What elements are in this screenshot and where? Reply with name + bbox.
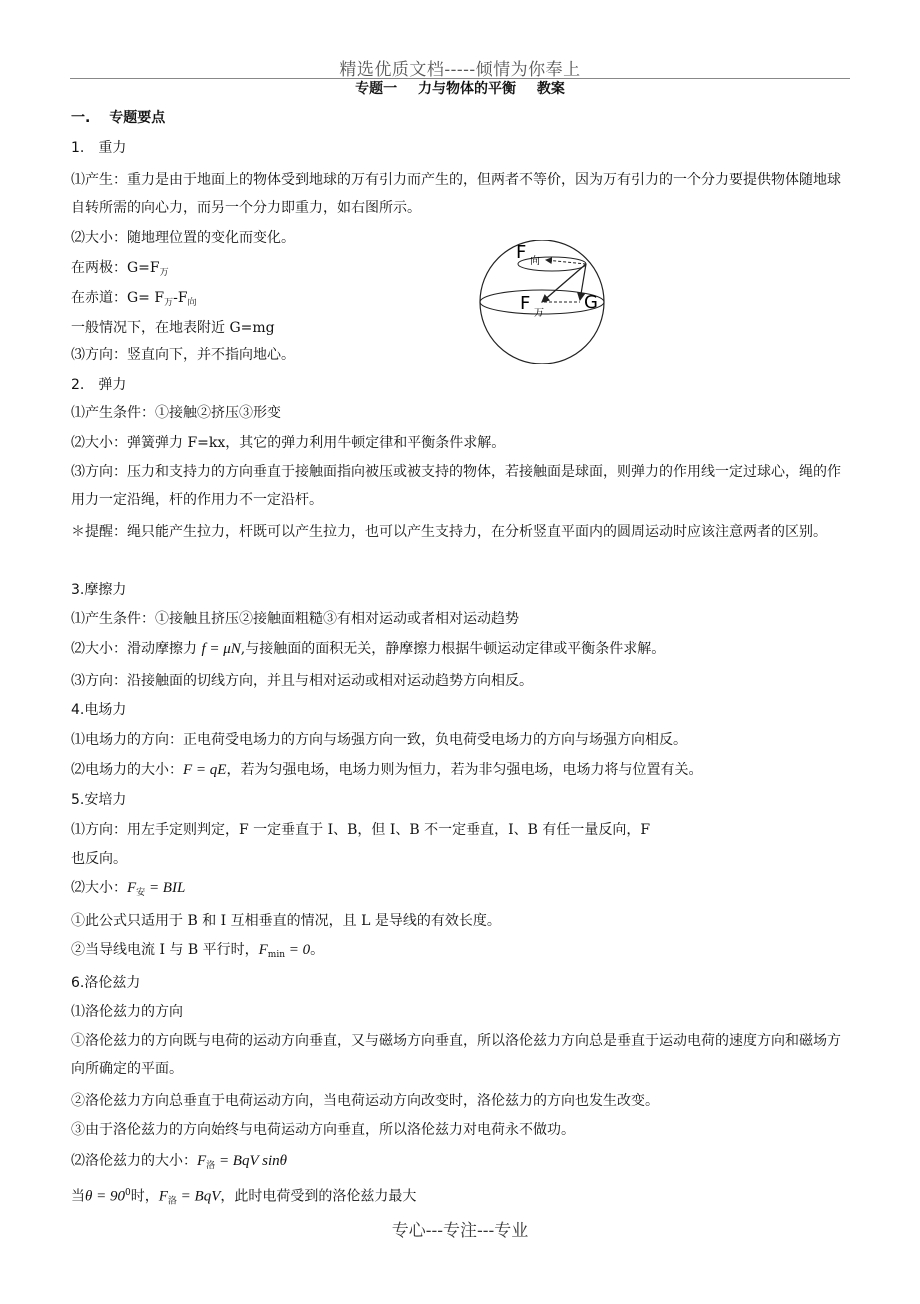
section-heading: 一. 专题要点 bbox=[71, 110, 166, 126]
lorentz-p6-post: ，此时电荷受到的洛伦兹力最大 bbox=[220, 1188, 417, 1205]
f-sub-bottom: 万 bbox=[534, 308, 544, 319]
poles-sub: 万 bbox=[159, 268, 169, 278]
electric-formula: F = qE bbox=[183, 762, 227, 778]
electric-heading: 4.电场力 bbox=[71, 702, 127, 718]
earth-force-diagram bbox=[472, 240, 612, 364]
lorentz-heading: 6.洛伦兹力 bbox=[71, 975, 141, 991]
lorentz-p5 bbox=[71, 1151, 287, 1176]
lorentz-p6-theta: θ = 90 bbox=[85, 1188, 125, 1205]
title-part3: 教案 bbox=[536, 81, 565, 97]
friction-heading: 3.摩擦力 bbox=[71, 582, 127, 598]
friction-p2-post: ,与接触面的面积无关，静摩擦力根据牛顿运动定律或平衡条件求解。 bbox=[240, 641, 666, 657]
lorentz-p6-sub: 洛 bbox=[167, 1196, 177, 1207]
ampere-p4-sub: min bbox=[267, 950, 286, 960]
equator-mid: -F bbox=[173, 290, 188, 306]
elastic-heading: 2. 弹力 bbox=[71, 377, 127, 393]
ampere-p1: ⑴方向：用左手定则判定，F 一定垂直于 I、B，但 I、B 不一定垂直，I、B 有任一量反向，F bbox=[71, 822, 651, 838]
equator-sub2: 向 bbox=[187, 298, 197, 308]
f-wan-arrow bbox=[542, 264, 586, 302]
lorentz-p3: ②洛伦兹力方向总垂直于电荷运动方向，当电荷运动方向改变时，洛伦兹力的方向也发生改变。 bbox=[71, 1093, 659, 1109]
friction-p3: ⑶方向：沿接触面的切线方向，并且与相对运动或相对运动趋势方向相反。 bbox=[71, 673, 533, 689]
gravity-p1: ⑴产生：重力是由于地面上的物体受到地球的万有引力而产生的，但两者不等价，因为万有引力的一个分力要提供物体随地球自转所需的向心力，而另一个分力即重力，如右图所示。 bbox=[71, 172, 841, 216]
f-label-bottom: F bbox=[520, 293, 531, 314]
electric-p1: ⑴电场力的方向：正电荷受电场力的方向与场强方向一致，负电荷受电场力的方向与场强方向相反。 bbox=[71, 732, 687, 748]
ampere-p1b: 也反向。 bbox=[71, 851, 127, 867]
ampere-p2 bbox=[71, 878, 185, 903]
ampere-p3: ①此公式只适用于 B 和 I 互相垂直的情况，且 L 是导线的有效长度。 bbox=[71, 913, 501, 929]
ampere-heading: 5.安培力 bbox=[71, 792, 127, 808]
page-title bbox=[0, 78, 920, 98]
lorentz-p5-F: F bbox=[197, 1153, 207, 1169]
friction-p2-pre: ⑵大小：滑动摩擦力 bbox=[71, 641, 197, 657]
lorentz-p6-F: F bbox=[158, 1188, 168, 1205]
elastic-p1: ⑴产生条件：①接触②挤压③形变 bbox=[71, 405, 281, 421]
gravity-p3: ⑶方向：竖直向下，并不指向地心。 bbox=[71, 347, 295, 363]
title-part1: 专题一 bbox=[355, 81, 398, 97]
friction-p2 bbox=[71, 639, 665, 659]
elastic-p2: ⑵大小：弹簧弹力 F=kx，其它的弹力利用牛顿定律和平衡条件求解。 bbox=[71, 435, 506, 451]
friction-formula: f = μN bbox=[201, 641, 241, 657]
ampere-p4-end: 。 bbox=[310, 942, 325, 958]
lorentz-p6-pre: 当 bbox=[71, 1188, 85, 1205]
gravity-p2: ⑵大小：随地理位置的变化而变化。 bbox=[71, 230, 295, 246]
lorentz-p5-rest: = BqV sinθ bbox=[215, 1153, 287, 1169]
ampere-p4-rest: = 0 bbox=[285, 942, 311, 958]
gravity-equator bbox=[71, 288, 197, 313]
gravity-heading: 1. 重力 bbox=[71, 140, 127, 156]
ampere-F: F bbox=[127, 880, 137, 896]
ampere-p4-F: F bbox=[258, 942, 268, 958]
lorentz-p6-mid: 时， bbox=[130, 1188, 159, 1205]
elastic-p4: ＊提醒：绳只能产生拉力，杆既可以产生拉力，也可以产生支持力，在分析竖直平面内的圆周运动时应该注意两者的区别。 bbox=[71, 524, 827, 540]
f-sub-top: 向 bbox=[530, 256, 540, 267]
ampere-p4 bbox=[71, 940, 324, 965]
lorentz-p5-sub: 洛 bbox=[206, 1161, 216, 1171]
ampere-p4-pre: ②当导线电流 I 与 B 平行时， bbox=[71, 942, 259, 958]
g-label: G bbox=[584, 292, 598, 313]
electric-p2-post: ，若为匀强电场，电场力则为恒力，若为非匀强电场，电场力将与位置有关。 bbox=[226, 762, 703, 778]
ampere-sub: 安 bbox=[136, 888, 146, 898]
lorentz-p2: ①洛伦兹力的方向既与电荷的运动方向垂直，又与磁场方向垂直，所以洛伦兹力方向总是垂直于运动电荷的速度方向和磁场方向所确定的平面。 bbox=[71, 1033, 841, 1077]
poles-label: 在两极：G=F bbox=[71, 260, 160, 276]
title-part2: 力与物体的平衡 bbox=[418, 81, 516, 97]
equator-sub1: 万 bbox=[164, 298, 174, 308]
latitude-ellipse bbox=[518, 257, 586, 271]
friction-p1: ⑴产生条件：①接触且挤压②接触面粗糙③有相对运动或者相对运动趋势 bbox=[71, 611, 519, 627]
earth-diagram-svg bbox=[472, 240, 612, 364]
lorentz-p5-pre: ⑵洛伦兹力的大小： bbox=[71, 1153, 197, 1169]
lorentz-p4: ③由于洛伦兹力的方向始终与电荷运动方向垂直，所以洛伦兹力对电荷永不做功。 bbox=[71, 1122, 575, 1138]
lorentz-p6-sup: 0 bbox=[125, 1188, 131, 1198]
gravity-poles bbox=[71, 258, 169, 283]
page-header: 精选优质文档-----倾情为你奉上 bbox=[339, 60, 581, 80]
elastic-p3: ⑶方向：压力和支持力的方向垂直于接触面指向被压或被支持的物体，若接触面是球面，则弹力的作用线一定过球心，绳的作用力一定沿绳，杆的作用力不一定沿杆。 bbox=[71, 464, 841, 508]
equator-label: 在赤道：G= F bbox=[71, 290, 165, 306]
electric-p2-pre: ⑵电场力的大小： bbox=[71, 762, 183, 778]
ampere-formula-rest: = BIL bbox=[145, 880, 186, 896]
gravity-general: 一般情况下，在地表附近 G=mg bbox=[71, 320, 275, 336]
electric-p2 bbox=[71, 760, 702, 780]
f-label-top: F bbox=[516, 242, 527, 263]
lorentz-p1: ⑴洛伦兹力的方向 bbox=[71, 1004, 183, 1020]
f-xiang-arrow bbox=[546, 260, 586, 264]
lorentz-p6 bbox=[71, 1183, 416, 1212]
lorentz-p6-rest: = BqV bbox=[176, 1188, 221, 1205]
page-footer: 专心---专注---专业 bbox=[391, 1221, 529, 1241]
ampere-p2-pre: ⑵大小： bbox=[71, 880, 127, 896]
